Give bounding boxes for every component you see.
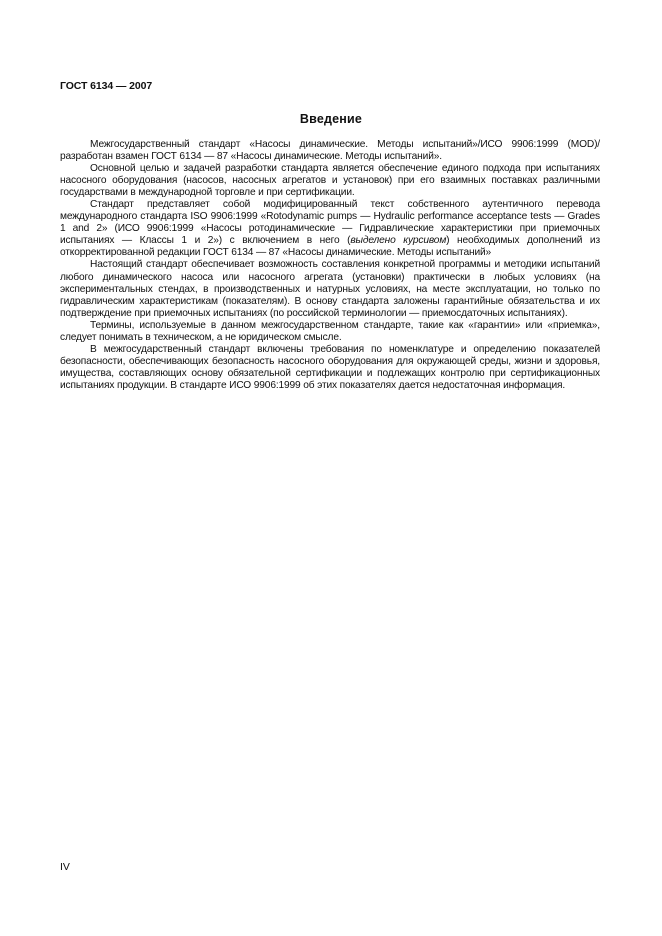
paragraph-6: В межгосударственный стандарт включены требования по номенклатуре и определению показателей безопасности, обеспечивающих безопасность насосного оборудования для окружающей среды, жизни и здоровья, имущества, составляющих основу обязательной сертификации и подлежащих контролю при сертификационных испытаниях продукции. В стандарте ИСО 9906:1999 об этих показателях дается недостаточная информация. [60, 343, 600, 391]
paragraph-1: Межгосударственный стандарт «Насосы динамические. Методы испытаний»/ИСО 9906:1999 (MOD)/ разработан взамен ГОСТ 6134 — 87 «Насосы динамические. Методы испытаний». [60, 139, 600, 163]
paragraph-3 [60, 199, 600, 259]
paragraph-5: Термины, используемые в данном межгосударственном стандарте, такие как «гарантии» или «приемка», следует понимать в техническом, а не юридическом смысле. [60, 319, 600, 343]
paragraph-2: Основной целью и задачей разработки стандарта является обеспечение единого подхода при испытаниях насосного оборудования (насосов, насосных агрегатов и установок) при его взаимных поставках различными государствами в международной торговле и при сертификации. [60, 163, 600, 199]
paragraph-3-italic-note: выделено курсивом [350, 235, 447, 247]
body-text [60, 139, 600, 392]
paragraph-3-text-start: Стандарт представляет собой модифицированный текст собственного аутентичного перевода международного стандарта ISO 9906:1999 «Rotodynamic pumps — Hydraulic performance acceptance tests — Grades 1 and 2» (ИСО 9906:1999 «Насосы ротодинамические — Гидравлические характеристики при приемочных испытаниях — Классы 1 и 2») с включением в него ( [60, 199, 600, 247]
page-number: IV [60, 861, 70, 873]
paragraph-4: Настоящий стандарт обеспечивает возможность составления конкретной программы и методики испытаний любого динамического насоса или насосного агрегата (установки) практически в любых условиях (на экспериментальных стендах, в производственных и натурных условиях, на месте эксплуатации, но только по гидравлическим характеристикам (показателям). В основу стандарта заложены гарантийные обязательства и их подтверждение при приемочных испытаниях (по российской терминологии — приемосдаточных испытаниях). [60, 259, 600, 319]
section-title: Введение [299, 112, 363, 126]
document-code-header: ГОСТ 6134 — 2007 [60, 80, 153, 92]
paragraph-3-text-end: ) необходимых дополнений из откорректированной редакции ГОСТ 6134 — 87 «Насосы динамические. Методы испытаний» [60, 235, 600, 259]
